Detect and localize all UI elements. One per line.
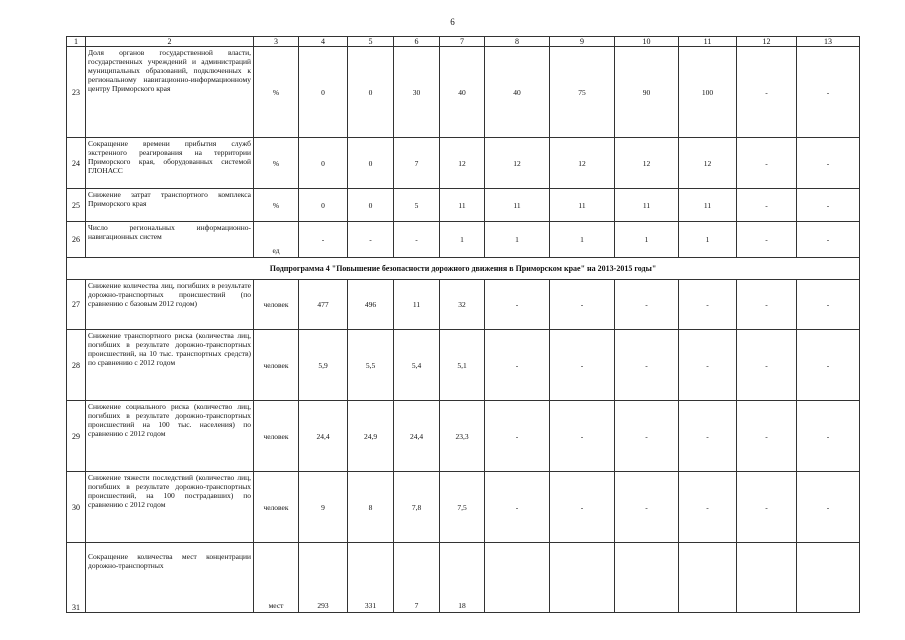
value-cell: - [737,472,797,543]
unit-cell: человек [254,280,299,330]
value-cell: - [615,280,679,330]
value-cell: 293 [299,543,348,613]
row-number: 24 [67,138,86,189]
value-cell: 1 [679,222,737,258]
table-row [67,330,860,401]
value-cell: 11 [679,189,737,222]
unit-cell: мест [254,543,299,613]
value-cell: - [394,222,440,258]
value-cell: 30 [394,47,440,138]
value-cell: 24,9 [348,401,394,472]
col-header: 5 [348,37,394,47]
table-row [67,401,860,472]
value-cell [615,543,679,613]
value-cell: - [550,330,615,401]
value-cell: - [299,222,348,258]
value-cell: - [797,47,860,138]
subprogram-title: Подпрограмма 4 "Повышение безопасности дорожного движения в Приморском крае" на 2013-2015 годы" [67,258,860,280]
value-cell: 18 [440,543,485,613]
value-cell: - [737,401,797,472]
value-cell: 40 [485,47,550,138]
value-cell: 1 [440,222,485,258]
value-cell: 7 [394,543,440,613]
value-cell: 24,4 [299,401,348,472]
indicator-description: Снижение затрат транспортного комплекса Приморского края [86,189,254,222]
value-cell: - [737,47,797,138]
row-number: 23 [67,47,86,138]
value-cell: - [797,189,860,222]
value-cell: 23,3 [440,401,485,472]
value-cell: 0 [299,189,348,222]
value-cell: 9 [299,472,348,543]
table-row [67,222,860,258]
value-cell: 11 [485,189,550,222]
value-cell: - [797,138,860,189]
indicator-description: Сокращение количества мест концентрации дорожно-транспортных [86,543,254,613]
value-cell: 496 [348,280,394,330]
value-cell: - [737,280,797,330]
value-cell: - [485,280,550,330]
value-cell: 32 [440,280,485,330]
col-header: 8 [485,37,550,47]
col-header: 11 [679,37,737,47]
value-cell: - [679,401,737,472]
value-cell: - [797,280,860,330]
value-cell: - [550,280,615,330]
value-cell: - [679,330,737,401]
value-cell: 11 [394,280,440,330]
value-cell: - [797,330,860,401]
indicator-table-container [66,36,859,612]
col-header: 3 [254,37,299,47]
value-cell: - [797,222,860,258]
value-cell: 12 [679,138,737,189]
value-cell: 12 [440,138,485,189]
col-header: 13 [797,37,860,47]
value-cell: 75 [550,47,615,138]
unit-cell: человек [254,401,299,472]
value-cell [550,543,615,613]
value-cell: - [485,472,550,543]
indicator-description: Доля органов государственной власти, государственных учреждений и администраций муниципальных образований, подключенных к региональному навигационно-информационному центру Приморского края [86,47,254,138]
value-cell: 331 [348,543,394,613]
unit-cell: человек [254,472,299,543]
value-cell: - [485,330,550,401]
value-cell: 5,1 [440,330,485,401]
indicator-description: Снижение социального риска (количество лиц, погибших в результате дорожно-транспортных происшествий на 100 тыс. населения) по сравнению с 2012 годом [86,401,254,472]
value-cell [737,543,797,613]
value-cell: 0 [348,189,394,222]
value-cell: 1 [615,222,679,258]
value-cell: 11 [550,189,615,222]
column-number-row [67,37,860,47]
value-cell: 12 [485,138,550,189]
value-cell [797,543,860,613]
unit-cell: % [254,47,299,138]
col-header: 12 [737,37,797,47]
value-cell: 7,8 [394,472,440,543]
value-cell: 5,4 [394,330,440,401]
value-cell: - [485,401,550,472]
value-cell: 0 [348,47,394,138]
table-row [67,189,860,222]
value-cell: - [679,280,737,330]
value-cell: 1 [550,222,615,258]
indicator-description: Снижение тяжести последствий (количество лиц, погибших в результате дорожно-транспортных происшествий, на 100 пострадавших) по сравнению с 2012 годом [86,472,254,543]
row-number: 26 [67,222,86,258]
value-cell: - [615,472,679,543]
row-number: 30 [67,472,86,543]
col-header: 10 [615,37,679,47]
col-header: 4 [299,37,348,47]
value-cell: - [737,189,797,222]
value-cell: 1 [485,222,550,258]
value-cell [485,543,550,613]
value-cell: 11 [615,189,679,222]
value-cell: 40 [440,47,485,138]
value-cell: 12 [615,138,679,189]
value-cell: - [615,330,679,401]
value-cell: 5,9 [299,330,348,401]
value-cell: - [737,330,797,401]
value-cell: 477 [299,280,348,330]
value-cell: - [348,222,394,258]
value-cell: - [550,401,615,472]
row-number: 25 [67,189,86,222]
indicator-description: Сокращение времени прибытия служб экстренного реагирования на территории Приморского края, оборудованных системой ГЛОНАСС [86,138,254,189]
value-cell: 8 [348,472,394,543]
row-number: 31 [67,543,86,613]
value-cell: 12 [550,138,615,189]
value-cell: - [615,401,679,472]
page-number: 6 [450,17,455,27]
value-cell: 24,4 [394,401,440,472]
table-row [67,543,860,613]
value-cell: - [797,472,860,543]
value-cell: - [797,401,860,472]
unit-cell: ед [254,222,299,258]
value-cell: 0 [348,138,394,189]
value-cell: - [679,472,737,543]
value-cell [679,543,737,613]
indicator-description: Снижение количества лиц, погибших в результате дорожно-транспортных происшествий (по сравнению с базовым 2012 годом) [86,280,254,330]
value-cell: 90 [615,47,679,138]
row-number: 28 [67,330,86,401]
value-cell: 100 [679,47,737,138]
value-cell: - [550,472,615,543]
indicator-table [66,36,860,613]
col-header: 2 [86,37,254,47]
table-row [67,138,860,189]
col-header: 7 [440,37,485,47]
indicator-description: Снижение транспортного риска (количества лиц, погибших в результате дорожно-транспортных происшествий, на 10 тыс. транспортных средств) по сравнению с 2012 годом [86,330,254,401]
col-header: 1 [67,37,86,47]
row-number: 29 [67,401,86,472]
subprogram-row [67,258,860,280]
unit-cell: % [254,138,299,189]
row-number: 27 [67,280,86,330]
unit-cell: человек [254,330,299,401]
indicator-description: Число региональных информационно-навигационных систем [86,222,254,258]
value-cell: 0 [299,138,348,189]
value-cell: 5 [394,189,440,222]
col-header: 9 [550,37,615,47]
col-header: 6 [394,37,440,47]
unit-cell: % [254,189,299,222]
table-row [67,280,860,330]
value-cell: 5,5 [348,330,394,401]
value-cell: - [737,138,797,189]
value-cell: 0 [299,47,348,138]
value-cell: 7,5 [440,472,485,543]
value-cell: 11 [440,189,485,222]
table-row [67,47,860,138]
value-cell: 7 [394,138,440,189]
table-row [67,472,860,543]
value-cell: - [737,222,797,258]
